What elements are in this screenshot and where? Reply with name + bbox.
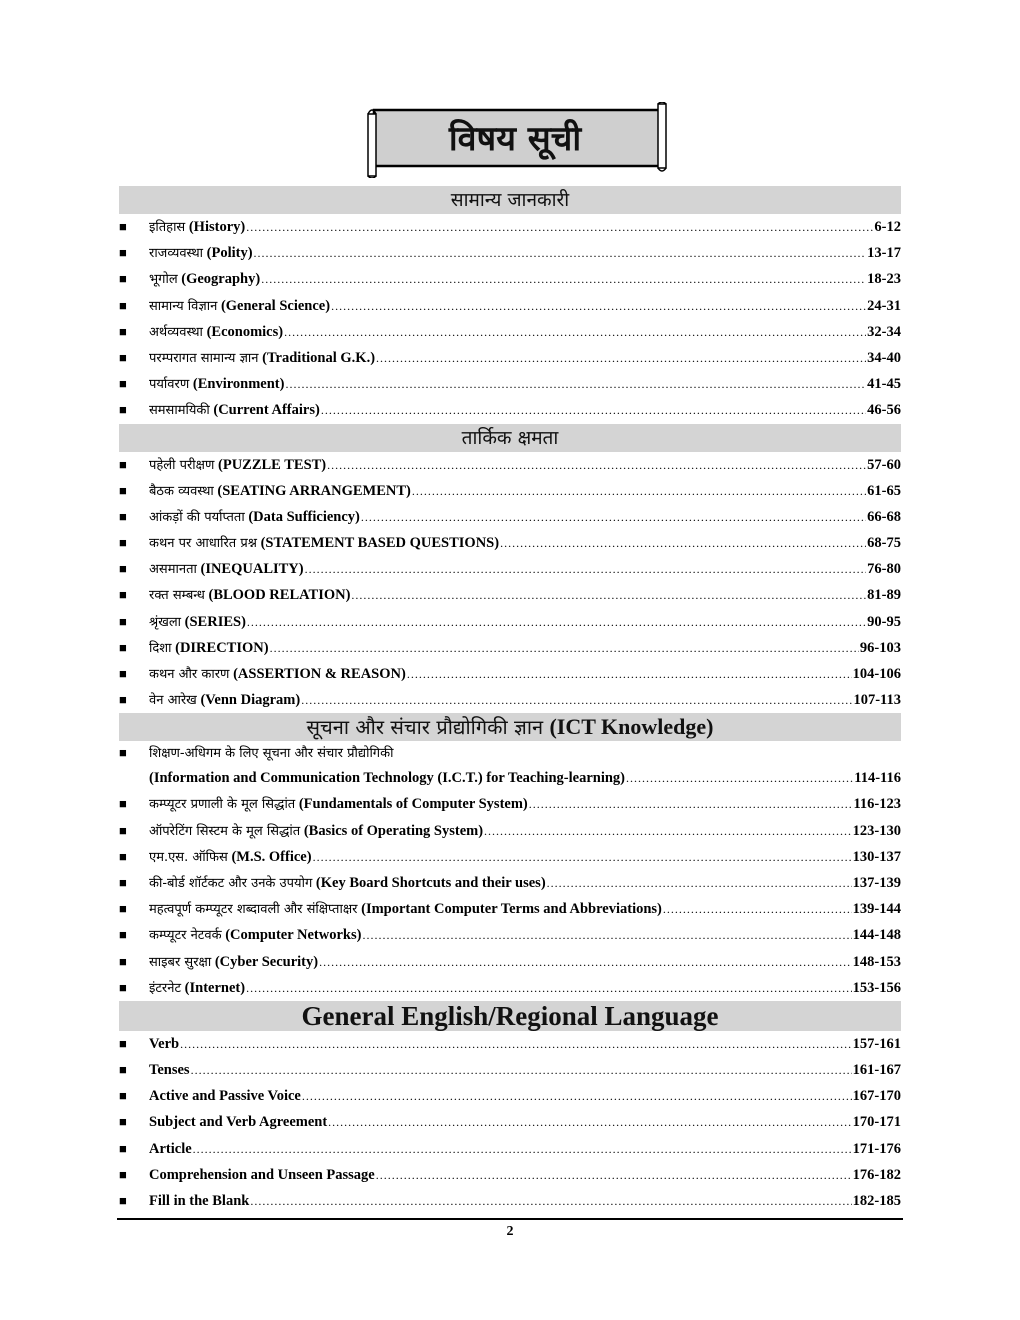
entry-title bbox=[149, 371, 284, 398]
entry-title bbox=[149, 635, 269, 662]
entry-title bbox=[149, 504, 360, 531]
toc-entry bbox=[119, 635, 901, 661]
bullet-icon: ■ bbox=[119, 901, 127, 917]
leader-dots bbox=[254, 240, 867, 266]
leader-dots bbox=[191, 1057, 852, 1083]
bullet-icon: ■ bbox=[119, 1114, 127, 1130]
bullet-icon: ■ bbox=[119, 1062, 127, 1078]
entry-title-hindi: बैठक व्यवस्था bbox=[149, 483, 214, 499]
entry-title bbox=[149, 1136, 192, 1162]
entry-title-hindi: परम्परागत सामान्य ज्ञान bbox=[149, 350, 259, 366]
entry-pages: 137-139 bbox=[852, 874, 901, 891]
entry-title-hindi: ऑपरेटिंग सिस्टम के मूल सिद्धांत bbox=[149, 823, 301, 839]
leader-dots bbox=[328, 1109, 851, 1135]
toc-entry bbox=[119, 741, 901, 765]
toc-entry bbox=[119, 609, 901, 635]
entry-title-hindi: इंटरनेट bbox=[149, 980, 182, 996]
section-heading-english: General English/Regional Language bbox=[119, 1001, 901, 1031]
bullet-icon: ■ bbox=[119, 271, 127, 287]
section-heading-ict-hindi: सूचना और संचार प्रौद्योगिकी ज्ञान bbox=[306, 715, 544, 740]
entry-title-hindi: रक्त सम्बन्ध bbox=[149, 588, 205, 604]
entry-title-english: (Economics) bbox=[206, 323, 284, 340]
section-heading-general-knowledge: सामान्य जानकारी bbox=[119, 186, 901, 214]
toc-entry bbox=[119, 1057, 901, 1083]
entry-title-hindi: कम्प्यूटर प्रणाली के मूल सिद्धांत bbox=[149, 797, 296, 813]
leader-dots bbox=[547, 870, 852, 896]
entry-title-english: (ASSERTION & REASON) bbox=[233, 666, 406, 682]
entry-pages: 61-65 bbox=[867, 482, 901, 499]
toc-entry-continued bbox=[119, 765, 901, 791]
footer-rule bbox=[117, 1218, 903, 1220]
leader-dots bbox=[246, 214, 873, 240]
entry-pages: 161-167 bbox=[852, 1062, 901, 1079]
toc-entry bbox=[119, 452, 901, 478]
entry-pages: 24-31 bbox=[867, 297, 901, 314]
bullet-icon: ■ bbox=[119, 219, 127, 234]
section-items-general-knowledge bbox=[119, 214, 901, 424]
leader-dots bbox=[284, 319, 866, 345]
entry-title bbox=[149, 397, 320, 424]
entry-pages: 90-95 bbox=[867, 613, 901, 630]
entry-title-english: (Key Board Shortcuts and their uses) bbox=[315, 874, 546, 891]
leader-dots bbox=[285, 371, 866, 397]
bullet-icon: ■ bbox=[119, 639, 127, 655]
bullet-icon: ■ bbox=[119, 561, 127, 577]
entry-title bbox=[149, 870, 546, 897]
bullet-icon: ■ bbox=[119, 1193, 127, 1208]
entry-title bbox=[149, 609, 246, 636]
toc-entry bbox=[119, 975, 901, 1001]
leader-dots bbox=[361, 504, 866, 530]
entry-title-hindi: समसामयिकी bbox=[149, 403, 210, 419]
entry-title bbox=[149, 687, 300, 714]
toc-entry bbox=[119, 371, 901, 397]
entry-title-english: Comprehension and Unseen Passage bbox=[149, 1166, 375, 1183]
entry-title bbox=[149, 1162, 375, 1188]
entry-pages: 6-12 bbox=[874, 219, 901, 235]
bullet-icon: ■ bbox=[119, 613, 127, 629]
entry-title-english: (DIRECTION) bbox=[175, 639, 269, 656]
leader-dots bbox=[626, 765, 853, 791]
bullet-icon: ■ bbox=[119, 1035, 127, 1051]
entry-title-hindi: पहेली परीक्षण bbox=[149, 457, 215, 473]
entry-pages: 130-137 bbox=[852, 848, 901, 865]
entry-pages: 144-148 bbox=[852, 927, 901, 944]
bullet-icon: ■ bbox=[119, 297, 127, 313]
entry-title bbox=[149, 345, 375, 372]
entry-title-hindi: सामान्य विज्ञान bbox=[149, 298, 218, 314]
bullet-icon: ■ bbox=[119, 927, 127, 943]
entry-title bbox=[149, 791, 528, 818]
entry-title bbox=[149, 1083, 301, 1109]
section-heading-ict-english: (ICT Knowledge) bbox=[549, 714, 714, 740]
entry-title-english: Subject and Verb Agreement bbox=[149, 1114, 328, 1131]
entry-title-hindi: एम.एस. ऑफिस bbox=[149, 849, 228, 865]
leader-dots bbox=[305, 556, 867, 582]
section-heading-ict bbox=[119, 713, 901, 741]
toc-entry bbox=[119, 504, 901, 530]
entry-title bbox=[149, 240, 253, 267]
table-of-contents bbox=[119, 186, 901, 1214]
toc-entry bbox=[119, 791, 901, 817]
entry-title bbox=[149, 1188, 249, 1214]
toc-entry bbox=[119, 896, 901, 922]
entry-title bbox=[149, 1057, 190, 1083]
entry-title bbox=[149, 556, 304, 583]
toc-entry bbox=[119, 397, 901, 423]
entry-title bbox=[149, 319, 283, 346]
leader-dots bbox=[261, 266, 866, 292]
page-title: विषय सूची bbox=[448, 119, 582, 159]
entry-title-hindi: शिक्षण-अधिगम के लिए सूचना और संचार प्रौद्योगिकी bbox=[149, 746, 394, 762]
entry-title-english: Article bbox=[149, 1140, 192, 1157]
entry-pages: 13-17 bbox=[867, 245, 901, 262]
entry-title-hindi: राजव्यवस्था bbox=[149, 246, 204, 262]
entry-pages: 167-170 bbox=[852, 1088, 901, 1105]
section-items-reasoning bbox=[119, 452, 901, 714]
leader-dots bbox=[663, 896, 852, 922]
entry-title bbox=[149, 661, 406, 688]
toc-entry bbox=[119, 818, 901, 844]
entry-title-hindi: अर्थव्यवस्था bbox=[149, 324, 203, 340]
entry-title-english: (Venn Diagram) bbox=[200, 692, 301, 709]
entry-title bbox=[149, 214, 245, 241]
bullet-icon: ■ bbox=[119, 1166, 127, 1182]
entry-title-english: (Fundamentals of Computer System) bbox=[298, 796, 528, 813]
entry-title-english: (Data Sufficiency) bbox=[248, 508, 360, 525]
entry-title bbox=[149, 530, 499, 557]
toc-entry bbox=[119, 1162, 901, 1188]
bullet-icon: ■ bbox=[119, 456, 127, 472]
bullet-icon: ■ bbox=[119, 745, 127, 761]
entry-title-hindi: श्रृंखला bbox=[149, 614, 182, 630]
toc-entry bbox=[119, 319, 901, 345]
entry-title-hindi: महत्वपूर्ण कम्प्यूटर शब्दावली और संक्षिप्ताक्षर bbox=[149, 902, 358, 918]
entry-title-english: (M.S. Office) bbox=[231, 848, 312, 865]
bullet-icon: ■ bbox=[119, 349, 127, 365]
toc-entry bbox=[119, 240, 901, 266]
leader-dots bbox=[376, 345, 866, 371]
toc-entry bbox=[119, 266, 901, 292]
section-heading-reasoning: तार्किक क्षमता bbox=[119, 424, 901, 452]
entry-pages: 76-80 bbox=[867, 561, 901, 578]
entry-title-english: Tenses bbox=[149, 1062, 190, 1079]
entry-pages: 18-23 bbox=[867, 271, 901, 288]
entry-pages: 81-89 bbox=[867, 587, 901, 604]
entry-pages: 116-123 bbox=[853, 796, 901, 813]
leader-dots bbox=[376, 1162, 852, 1188]
toc-entry bbox=[119, 478, 901, 504]
entry-pages: 32-34 bbox=[867, 323, 901, 340]
entry-title-english: (Computer Networks) bbox=[225, 927, 362, 944]
entry-pages: 170-171 bbox=[852, 1114, 901, 1131]
entry-title bbox=[149, 1031, 179, 1057]
entry-title-hindi: दिशा bbox=[149, 640, 172, 656]
entry-title-hindi: वेन आरेख bbox=[149, 693, 197, 709]
entry-title bbox=[149, 818, 483, 845]
leader-dots bbox=[270, 635, 859, 661]
entry-title bbox=[149, 293, 330, 320]
entry-title-english: (INEQUALITY) bbox=[200, 561, 304, 578]
title-scroll-banner bbox=[360, 102, 670, 178]
entry-pages: 123-130 bbox=[852, 822, 901, 839]
bullet-icon: ■ bbox=[119, 874, 127, 890]
entry-title bbox=[149, 478, 411, 505]
entry-title bbox=[149, 975, 245, 1002]
bullet-icon: ■ bbox=[119, 323, 127, 339]
bullet-icon: ■ bbox=[119, 953, 127, 969]
entry-title bbox=[149, 844, 312, 871]
entry-title-hindi: साइबर सुरक्षा bbox=[149, 954, 212, 970]
leader-dots bbox=[351, 582, 866, 608]
entry-title-english: Verb bbox=[149, 1035, 180, 1052]
entry-title-english: (Internet) bbox=[184, 979, 246, 996]
toc-entry bbox=[119, 1031, 901, 1057]
entry-title-hindi: पर्यावरण bbox=[149, 377, 190, 393]
entry-title-english: (BLOOD RELATION) bbox=[208, 587, 351, 604]
leader-dots bbox=[247, 609, 866, 635]
entry-title bbox=[149, 1109, 327, 1135]
entry-title-english: (Polity) bbox=[206, 245, 253, 262]
entry-title-english: Fill in the Blank bbox=[149, 1193, 250, 1209]
entry-title-english: (Important Computer Terms and Abbreviations) bbox=[361, 901, 662, 918]
entry-title-english: (General Science) bbox=[220, 297, 331, 314]
entry-title-english: (Information and Communication Technology (I.C.T.) for Teaching-learning) bbox=[149, 770, 625, 787]
bullet-icon: ■ bbox=[119, 822, 127, 838]
entry-title-english: (Cyber Security) bbox=[214, 953, 319, 970]
bullet-icon: ■ bbox=[119, 245, 127, 261]
leader-dots bbox=[250, 1188, 851, 1214]
entry-pages: 66-68 bbox=[867, 508, 901, 525]
entry-title-hindi: कथन पर आधारित प्रश्न bbox=[149, 536, 257, 552]
entry-title-english: (Basics of Operating System) bbox=[303, 822, 484, 839]
entry-pages: 96-103 bbox=[859, 639, 901, 656]
entry-title-hindi: कथन और कारण bbox=[149, 667, 230, 682]
entry-title-english: (Traditional G.K.) bbox=[262, 349, 376, 366]
toc-entry bbox=[119, 214, 901, 240]
entry-pages: 104-106 bbox=[852, 666, 901, 682]
entry-pages: 148-153 bbox=[852, 953, 901, 970]
entry-pages: 176-182 bbox=[852, 1166, 901, 1183]
toc-entry bbox=[119, 530, 901, 556]
entry-pages: 139-144 bbox=[852, 901, 901, 918]
leader-dots bbox=[302, 1083, 852, 1109]
leader-dots bbox=[301, 687, 852, 713]
leader-dots bbox=[319, 949, 852, 975]
entry-pages: 157-161 bbox=[852, 1035, 901, 1052]
entry-pages: 68-75 bbox=[867, 535, 901, 552]
bullet-icon: ■ bbox=[119, 796, 127, 812]
entry-title bbox=[149, 582, 350, 609]
entry-title-hindi: कम्प्यूटर नेटवर्क bbox=[149, 928, 222, 944]
entry-title bbox=[149, 896, 662, 923]
section-items-english bbox=[119, 1031, 901, 1214]
entry-title-english: (SEATING ARRANGEMENT) bbox=[217, 482, 411, 499]
entry-pages: 34-40 bbox=[867, 349, 901, 366]
entry-pages: 114-116 bbox=[854, 770, 901, 787]
section-items-ict bbox=[119, 791, 901, 1001]
bullet-icon: ■ bbox=[119, 402, 127, 418]
entry-title bbox=[149, 266, 260, 293]
bullet-icon: ■ bbox=[119, 979, 127, 995]
entry-title bbox=[149, 452, 326, 479]
entry-pages: 41-45 bbox=[867, 376, 901, 393]
entry-title-english: (Environment) bbox=[192, 376, 285, 393]
bullet-icon: ■ bbox=[119, 376, 127, 392]
bullet-icon: ■ bbox=[119, 848, 127, 864]
leader-dots bbox=[327, 452, 866, 478]
toc-entry bbox=[119, 922, 901, 948]
bullet-icon: ■ bbox=[119, 587, 127, 603]
bullet-icon: ■ bbox=[119, 666, 127, 681]
entry-title-hindi: असमानता bbox=[149, 562, 197, 578]
entry-title-hindi: इतिहास bbox=[149, 220, 186, 235]
toc-entry bbox=[119, 556, 901, 582]
entry-title-english: (PUZZLE TEST) bbox=[218, 456, 327, 473]
entry-title-english: Active and Passive Voice bbox=[149, 1088, 301, 1105]
bullet-icon: ■ bbox=[119, 535, 127, 551]
leader-dots bbox=[246, 975, 852, 1001]
entry-pages: 182-185 bbox=[852, 1193, 901, 1209]
bullet-icon: ■ bbox=[119, 508, 127, 524]
bullet-icon: ■ bbox=[119, 1140, 127, 1156]
toc-entry bbox=[119, 1109, 901, 1135]
toc-entry bbox=[119, 1083, 901, 1109]
entry-title-hindi: आंकड़ों की पर्याप्तता bbox=[149, 509, 245, 525]
entry-pages: 46-56 bbox=[867, 402, 901, 419]
leader-dots bbox=[313, 844, 852, 870]
bullet-icon: ■ bbox=[119, 482, 127, 498]
leader-dots bbox=[362, 922, 851, 948]
toc-entry bbox=[119, 870, 901, 896]
leader-dots bbox=[484, 818, 852, 844]
toc-entry bbox=[119, 345, 901, 371]
entry-pages: 171-176 bbox=[852, 1140, 901, 1157]
entry-title-hindi: भूगोल bbox=[149, 272, 178, 288]
toc-entry bbox=[119, 844, 901, 870]
leader-dots bbox=[500, 530, 866, 556]
leader-dots bbox=[180, 1031, 852, 1057]
entry-title-english: (STATEMENT BASED QUESTIONS) bbox=[260, 535, 500, 552]
leader-dots bbox=[321, 397, 866, 423]
entry-title bbox=[149, 922, 361, 949]
toc-entry bbox=[119, 687, 901, 713]
toc-entry bbox=[119, 949, 901, 975]
leader-dots bbox=[407, 661, 852, 687]
bullet-icon: ■ bbox=[119, 1088, 127, 1104]
toc-entry bbox=[119, 293, 901, 319]
toc-entry bbox=[119, 582, 901, 608]
toc-entry bbox=[119, 1136, 901, 1162]
bullet-icon: ■ bbox=[119, 692, 127, 708]
entry-pages: 153-156 bbox=[852, 979, 901, 996]
entry-title-english: (History) bbox=[188, 219, 246, 235]
entry-title-english: (Geography) bbox=[181, 271, 261, 288]
leader-dots bbox=[412, 478, 866, 504]
entry-pages: 57-60 bbox=[867, 456, 901, 473]
leader-dots bbox=[529, 791, 853, 817]
entry-title-english: (SERIES) bbox=[184, 613, 246, 630]
entry-pages: 107-113 bbox=[853, 692, 901, 709]
leader-dots bbox=[331, 293, 866, 319]
leader-dots bbox=[193, 1136, 852, 1162]
toc-entry bbox=[119, 1188, 901, 1214]
page-number: 2 bbox=[506, 1224, 514, 1239]
entry-title-hindi: की-बोर्ड शॉर्टकट और उनके उपयोग bbox=[149, 875, 313, 891]
entry-title bbox=[149, 949, 318, 976]
entry-title-english: (Current Affairs) bbox=[213, 402, 320, 419]
toc-entry bbox=[119, 661, 901, 687]
